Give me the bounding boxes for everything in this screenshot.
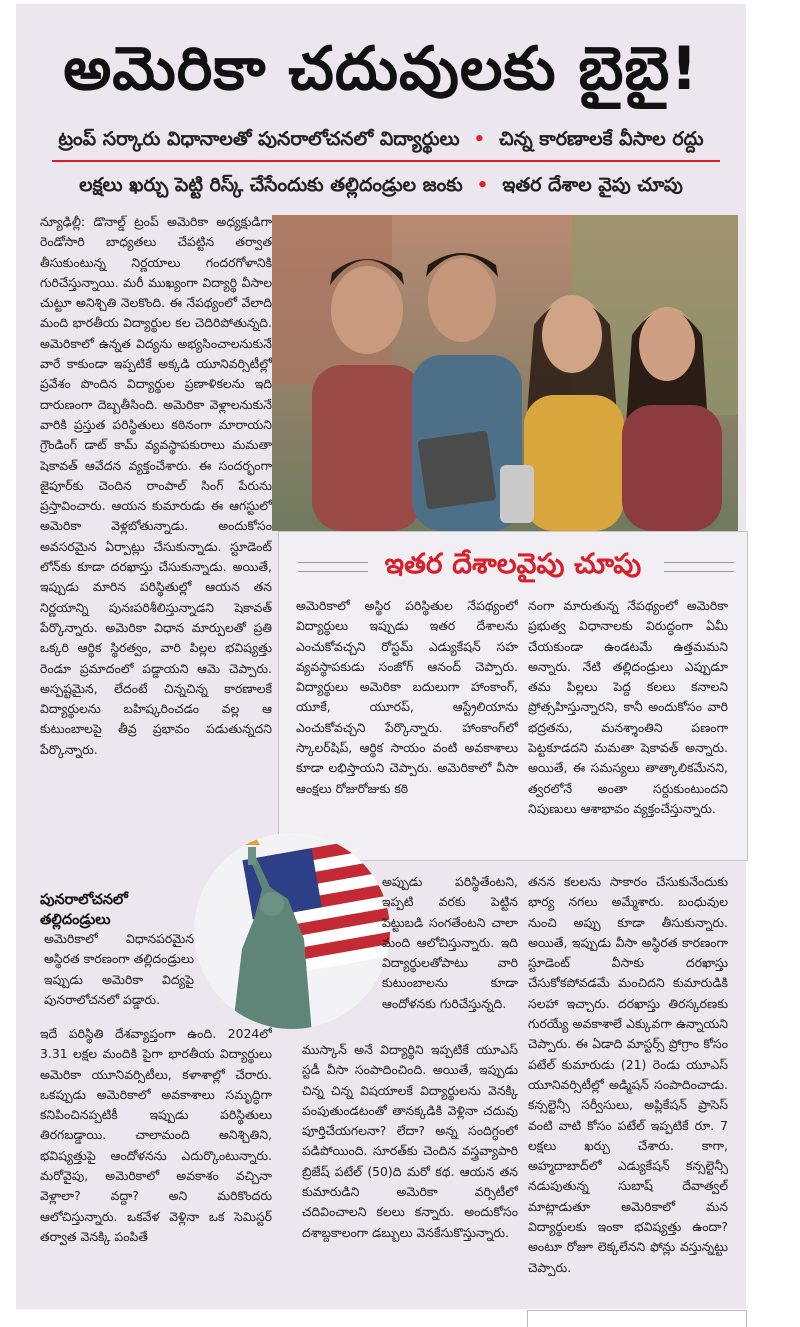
article-column-2-bottom xyxy=(302,1040,518,1304)
sidebar-column-right xyxy=(528,596,728,841)
bullet-icon: • xyxy=(473,129,486,150)
article-paragraph: ముస్కాన్ అనే విద్యార్థిని ఇప్పటికే యూఎస్ స్టడీ వీసా సంపాదించింది. అయితే, ఇప్పుడు చిన్న చిన్న విషయాలకే విద్యార్థులను వెనక్కి పంపుతుండటంతో తానక్కడికి వెళ్లినా చదువు పూర్తిచేయగలనా? లేదా? అన్న సందిగ్ధంలో పడిపోయింది. సూరత్‌కు చెందిన వస్త్రవ్యాపారి బ్రిజేష్ పటేల్ (50)ది మరో కథ. ఆయన తన కుమారుడిని అమెరికా వర్సిటీలో చదివించాలని కలలు కన్నారు. అందుకోసం దశాబ్దకాలంగా డబ్బులు వెనకేసుకొస్తున్నారు. xyxy=(302,1042,518,1240)
students-photo xyxy=(272,215,738,531)
sidebar-column-left xyxy=(296,596,518,841)
next-page-fragment xyxy=(527,1310,747,1327)
article-paragraph: ఇదే పరిస్థితి దేశవ్యాప్తంగా ఉంది. 2024లో 3.31 లక్షల మందికి పైగా భారతీయ విద్యార్థులు అమెరికా యూనివర్సిటీలు, కళాశాల్లో చేరారు. ఒకప్పుడు అమెరికాలో అవకాశాలు సమృద్ధిగా కనిపించినప్పటికీ ఇప్పుడు పరిస్థితులు తిరగబడ్డాయి. చాలామంది అనిశ్చితిని, భవిష్యత్తుపై ఆందోళనను ఎదుర్కొంటున్నారు. మరోవైపు, అమెరికాలో అవకాశం వచ్చినా వెళ్లాలా? వద్దా? అని మరికొందరు ఆలోచిస్తున్నారు. ఒకవేళ వెళ్లినా ఒక సెమిస్టర్ తర్వాత వెనక్కి పంపితే xyxy=(40,1026,272,1244)
article-column-1-mid xyxy=(44,929,194,1024)
page-headline: అమెరికా చదువులకు బైబై! xyxy=(63,34,699,104)
sidebar-box-header xyxy=(278,534,748,592)
subheadline-right: ఇతర దేశాల వైపు చూపు xyxy=(502,174,683,196)
subheadline-right: చిన్న కారణాలకే వీసాల రద్దు xyxy=(499,128,704,150)
article-paragraph: అమెరికాలో విధానపరమైన అస్థిరత కారణంగా తల్లిదండ్రులు ఇప్పుడు అమెరికా విద్యపై పునరాలోచనలో పడ్డారు. xyxy=(44,931,194,1007)
subheadline-row-2 xyxy=(16,174,746,201)
liberty-flag-image xyxy=(192,829,392,1034)
article-column-1-bottom xyxy=(40,1024,272,1304)
sidebar-paragraph: నంగా మారుతున్న నేపథ్యంలో అమెరికా ప్రభుత్వ విధానాలకు విరుద్ధంగా ఏమీ చేయకుండా ఉండటమే ఉత్తమమని అన్నారు. నేటి తల్లిదండ్రులు ఎప్పుడూ తమ పిల్లలు పెద్ద కలలు కనాలని ప్రోత్సహిస్తున్నారని, కానీ అందుకోసం వారి భద్రతను, మనశ్శాంతిని పణంగా పెట్టకూడదని మమతా షెకావత్ అన్నారు. అయితే, ఈ సమస్యలు తాత్కాలికమేనని, త్వరలోనే అంతా సర్దుకుంటుందని నిపుణులు ఆశాభావం వ్యక్తంచేస్తున్నారు. xyxy=(528,598,728,816)
sidebar-paragraph: అమెరికాలో అస్థిర పరిస్థితుల నేపథ్యంలో విద్యార్థులు ఇప్పుడు ఇతర దేశాలను ఎంచుకోవచ్చని రోస్టమ్ ఎడ్యుకేషన్ సహ వ్యవస్థాపకుడు సంజోగ్ ఆనంద్ చెప్పారు. విద్యార్థులు అమెరికా బదులుగా హాంకాంగ్, యూకే, యూరప్, ఆస్ట్రేలియాను ఎంచుకోవచ్చని పేర్కొన్నారు. హాంకాంగ్‌లో స్కాలర్‌షిప్, ఆర్థిక సాయం వంటి అవకాశాలు కూడా లభిస్తాయని చెప్పారు. అమెరికాలో వీసా ఆంక్షలు రోజురోజుకు కఠి xyxy=(296,598,518,796)
subheadline-row-1 xyxy=(16,128,746,155)
subheadline-left: లక్షలు ఖర్చు పెట్టి రిస్క్ చేసేందుకు తల్లిదండ్రుల జంకు xyxy=(79,174,463,196)
article-paragraph: తనన కలలను సాకారం చేసుకునేందుకు భార్య నగలు అమ్మేశారు. బంధువుల నుంచి అప్పు కూడా తీసుకున్నారు. అయితే, ఇప్పుడు వీసా అస్థిరత కారణంగా స్టూడెంట్ వీసాకు దరఖాస్తు చేసుకోకపోవడమే మంచిదని కుమారుడికి సలహా ఇచ్చారు. దరఖాస్తు తిరస్కరణకు గురయ్యే అవకాశాలే ఎక్కువగా ఉన్నాయని చెప్పారు. ఈ ఏడాది మాస్టర్స్ ప్రోగ్రాం కోసం పటేల్ కుమారుడు (21) రెండు యూఎస్ యూనివర్సిటీల్లో అడ్మిషన్ సంపాదించాడు. కన్సల్టెన్సీ సర్వీసులు, అప్లికేషన్ ప్రాసెస్ వంటి వాటి కోసం పటేల్ ఇప్పటికే రూ. 7 లక్షలు ఖర్చు చేశారు. కాగా, అహ్మదాబాద్‌లో ఎడ్యుకేషన్ కన్సల్టెన్సీ నడుపుతున్న సుబాష్ దేవాత్వల్ మాట్లాడుతూ అమెరికాలో మన విద్యార్థులకు ఇంకా భవిష్యత్తు ఉందా? అంటూ రోజూ లెక్కలేనని ఫోన్లు వస్తున్నట్టు చెప్పారు. xyxy=(528,874,728,1275)
newspaper-page xyxy=(16,4,746,1309)
article-column-2-mid xyxy=(382,872,518,1022)
red-divider xyxy=(52,160,720,162)
article-column-3-bottom xyxy=(528,872,728,1302)
subheadline-left: ట్రంప్ సర్కారు విధానాలతో పునరాలోచనలో విద్యార్థులు xyxy=(58,128,460,150)
bullet-icon: • xyxy=(476,175,489,196)
sidebar-box-title: ఇతర దేశాలవైపు చూపు xyxy=(384,547,642,580)
article-column-1 xyxy=(40,212,272,884)
section-subhead: పునరాలోచనలో తల్లిదండ్రులు xyxy=(40,892,128,928)
article-paragraph: అప్పుడు పరిస్థితేంటని, ఇప్పటి వరకు పెట్టిన పెట్టుబడి సంగతేంటని చాలా మంది ఆలోచిస్తున్నారు. ఇది విద్యార్థులతోపాటు వారి కుటుంబాలను కూడా ఆందోళనకు గురిచేస్తున్నది. xyxy=(382,874,518,1011)
article-paragraph: న్యూఢిల్లీ: డొనాల్డ్ ట్రంప్ అమెరికా అధ్యక్షుడిగా రెండోసారి బాధ్యతలు చేపట్టిన తర్వాత తీసుకుంటున్న నిర్ణయాలు గందరగోళానికి గురిచేస్తున్నాయి. మరీ ముఖ్యంగా విద్యార్థి వీసాల చుట్టూ అనిశ్చితి నెలకొంది. ఈ నేపథ్యంలో వేలాది మంది భారతీయ విద్యార్థుల కల చెదిరిపోతున్నది. అమెరికాలో ఉన్నత విద్యను అభ్యసించాలనుకునే వారే కాకుండా ఇప్పటికే అక్కడి యూనివర్సిటీల్లో ప్రవేశం పొందిన విద్యార్థుల ప్రణాళికలను ఇది దారుణంగా దెబ్బతీసింది. అమెరికా వెళ్లాలనుకునే వారికి ప్రస్తుత పరిస్థితులు కఠినంగా మారాయని గ్రౌండింగ్ డాట్ కామ్ వ్యవస్థాపకురాలు మమతా షెకావత్ ఆవేదన వ్యక్తంచేశారు. ఈ సందర్భంగా జైపూర్‌కు చెందిన రాంపాల్ సింగ్ పేరును ప్రస్తావించారు. ఆయన కుమారుడు ఈ ఆగస్టులో అమెరికా వెళ్లబోతున్నాడు. అందుకోసం అవసరమైన ఏర్పాట్లు చేసుకున్నాడు. స్టూడెంట్ లోన్‌కు కూడా దరఖాస్తు చేసుకున్నాడు. అయితే, ఇప్పుడు మారిన పరిస్థితుల్లో ఆయన తన నిర్ణయాన్ని పునఃపరిశీలిస్తున్నాడని షెకావత్ పేర్కొన్నారు. అమెరికా విధాన మార్పులతో ప్రతి ఒక్కరి ఆర్థిక స్థిరత్వం, వారి పిల్లల భవిష్యత్తు రెండూ ప్రమాదంలో పడ్డాయని ఆమె చెప్పారు. అస్పష్టమైన, లేదంటే చిన్నచిన్న కారణాలకే విద్యార్థులను బహిష్కరించడం వల్ల ఆ కుటుంబాలపై తీవ్ర ప్రభావం పడుతున్నదని పేర్కొన్నారు. xyxy=(40,214,272,757)
